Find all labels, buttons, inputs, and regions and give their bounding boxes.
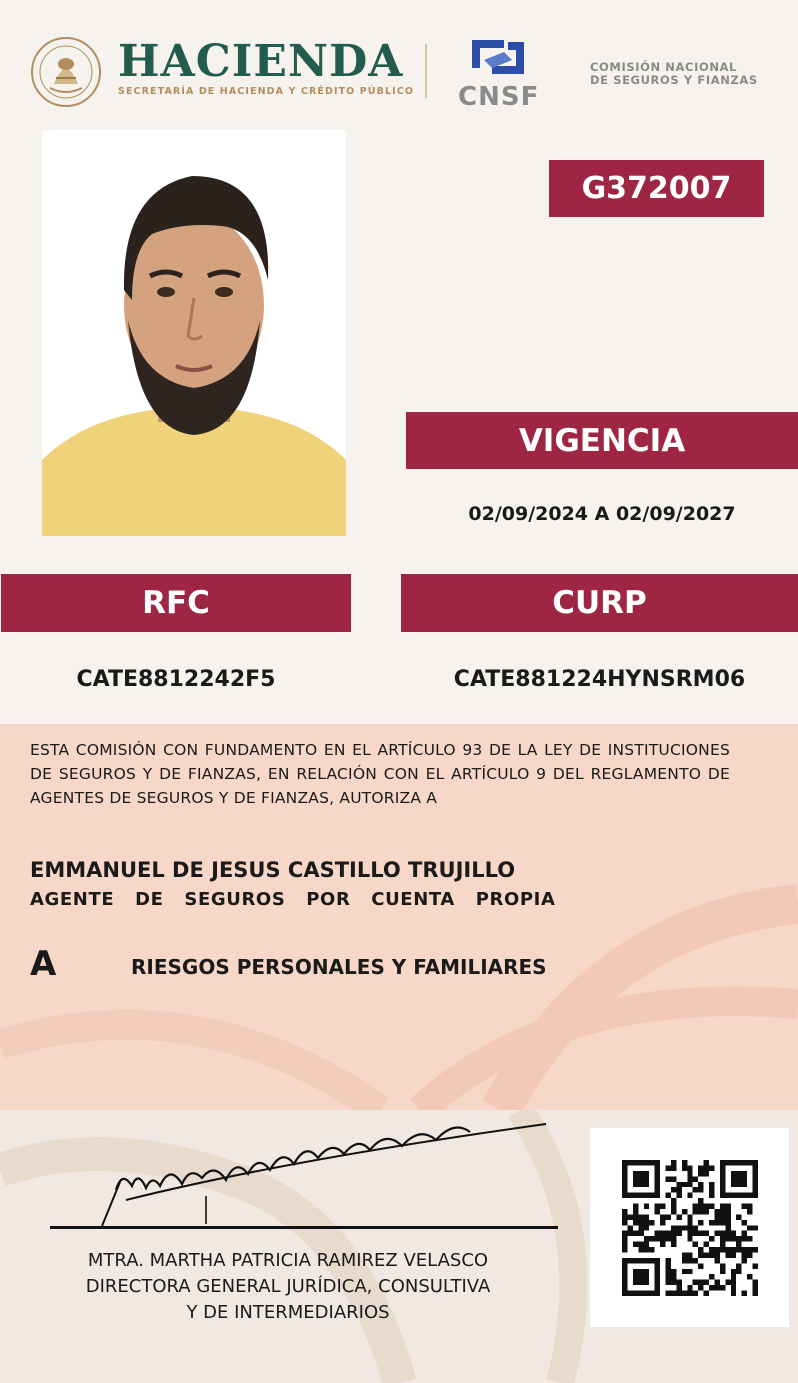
signature-line bbox=[50, 1226, 558, 1229]
header-divider bbox=[425, 44, 427, 98]
cnsf-name-line2: DE SEGUROS Y FIANZAS bbox=[590, 73, 758, 87]
qr-code-card[interactable] bbox=[590, 1128, 789, 1327]
hacienda-title: HACIENDA bbox=[118, 36, 404, 87]
rfc-label: RFC bbox=[1, 574, 351, 632]
signature-icon bbox=[86, 1100, 566, 1230]
authorization-class-description: RIESGOS PERSONALES Y FAMILIARES bbox=[131, 955, 547, 979]
signatory-name: MTRA. MARTHA PATRICIA RAMIREZ VELASCO bbox=[87, 1250, 489, 1271]
mexico-coat-of-arms-icon bbox=[26, 34, 110, 110]
cnsf-name-line1: COMISIÓN NACIONAL bbox=[590, 60, 737, 74]
vigencia-dates: 02/09/2024 A 02/09/2027 bbox=[468, 503, 736, 525]
cnsf-full-name bbox=[590, 61, 758, 87]
cnsf-acronym: CNSF bbox=[458, 82, 540, 112]
curp-label: CURP bbox=[401, 574, 798, 632]
qr-code-icon[interactable] bbox=[622, 1160, 758, 1296]
curp-value: CATE881224HYNSRM06 bbox=[453, 667, 746, 692]
agent-photo bbox=[42, 130, 346, 536]
signatory-title-line1: DIRECTORA GENERAL JURÍDICA, CONSULTIVA bbox=[85, 1276, 491, 1297]
cnsf-logo-icon bbox=[468, 34, 532, 80]
folio-number: G372007 bbox=[549, 160, 764, 217]
legal-text: ESTA COMISIÓN CON FUNDAMENTO EN EL ARTÍCULO 93 DE LA LEY DE INSTITUCIONES DE SEGUROS Y DE FIANZAS, EN RELACIÓN CON EL ARTÍCULO 9 DEL REGLAMENTO DE AGENTES DE SEGUROS Y DE FIANZAS, AUTORIZA A bbox=[30, 741, 730, 807]
hacienda-subtitle: SECRETARÍA DE HACIENDA Y CRÉDITO PÚBLICO bbox=[118, 86, 414, 97]
signatory-title-line2: Y DE INTERMEDIARIOS bbox=[186, 1302, 390, 1323]
rfc-value: CATE8812242F5 bbox=[76, 667, 276, 692]
agent-type: AGENTE DE SEGUROS POR CUENTA PROPIA bbox=[30, 889, 556, 910]
vigencia-label: VIGENCIA bbox=[406, 412, 798, 469]
authorization-class-letter: A bbox=[30, 944, 57, 984]
agent-name: EMMANUEL DE JESUS CASTILLO TRUJILLO bbox=[30, 858, 516, 882]
